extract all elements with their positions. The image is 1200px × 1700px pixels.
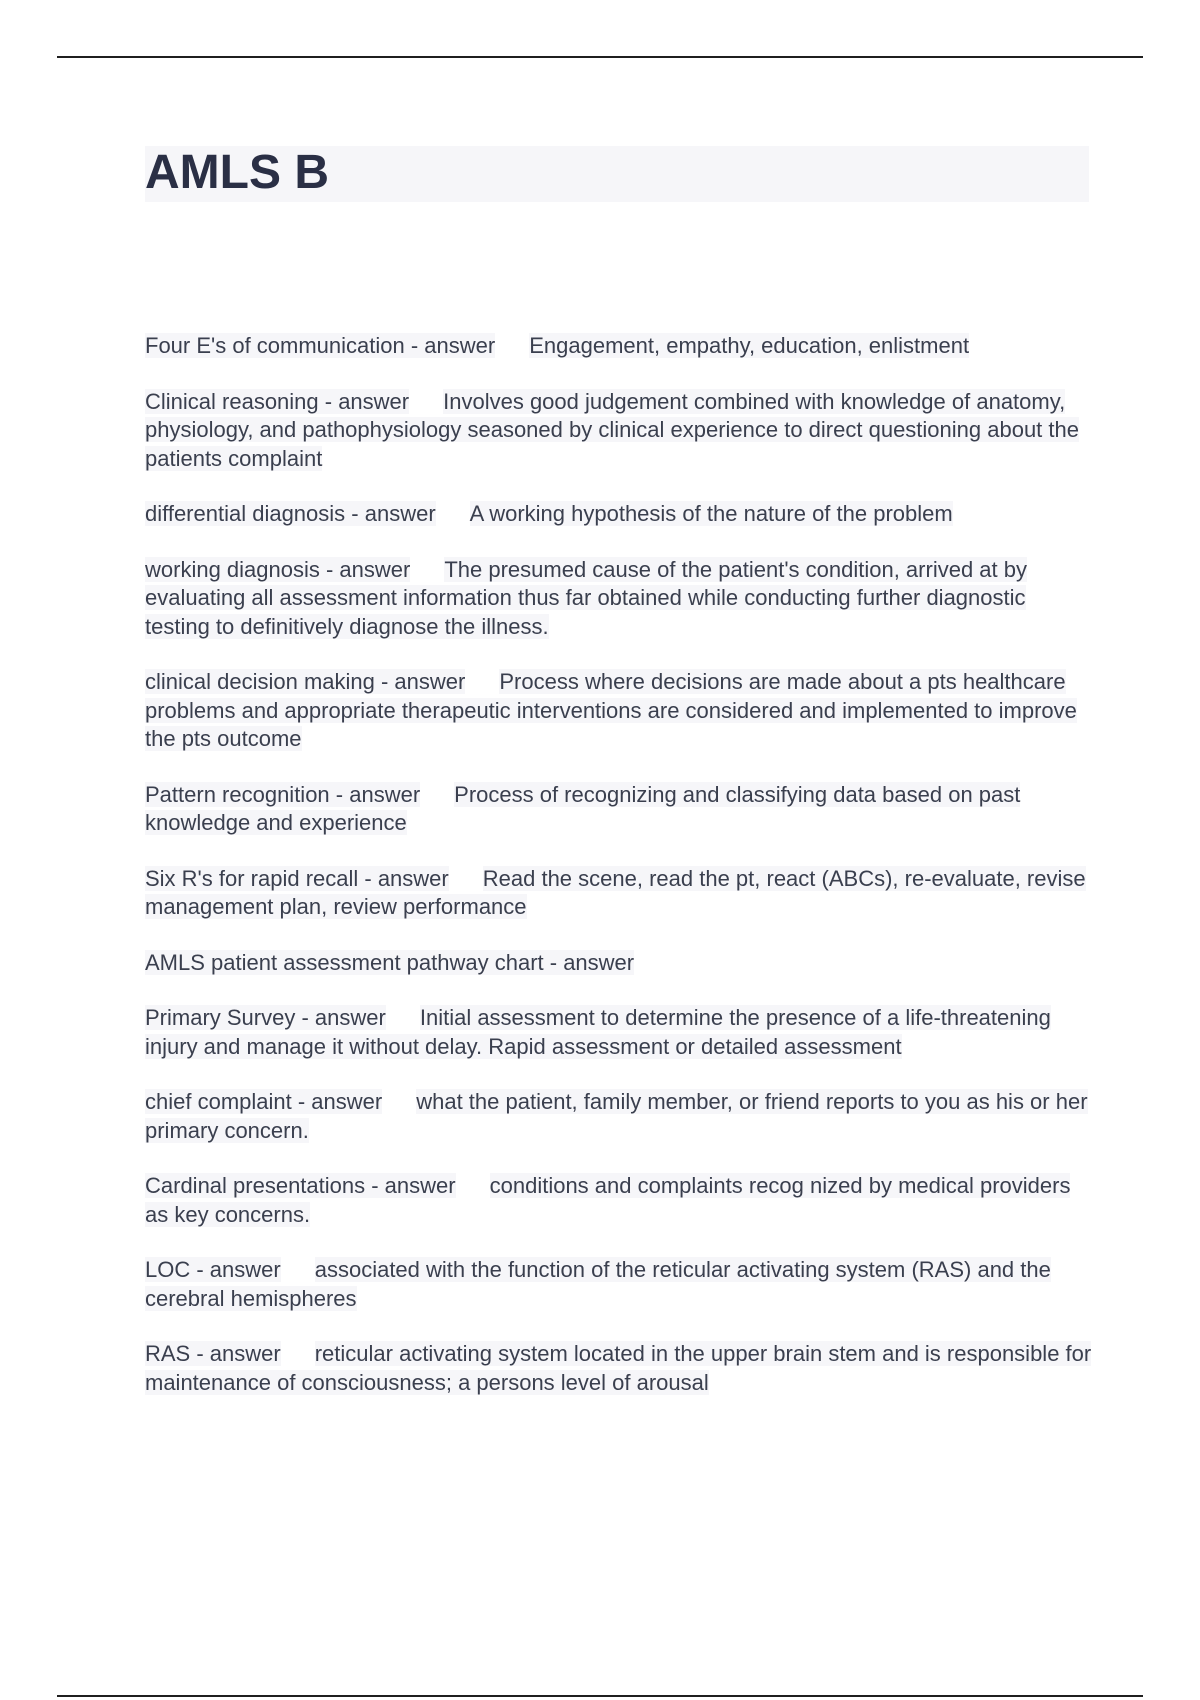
flashcard-definition: Initial assessment to determine the presence of a life-threatening injury and manage it without delay. Rapid assessment or detailed assessment [145, 1005, 1051, 1059]
flashcard-entry [145, 1172, 1095, 1229]
flashcard-term: Clinical reasoning - answer [145, 388, 410, 414]
flashcard-entry [145, 500, 1095, 529]
flashcard-entry [145, 1340, 1095, 1397]
flashcard-entry [145, 332, 1095, 361]
bottom-rule [57, 1695, 1143, 1697]
flashcard-definition: reticular activating system located in the upper brain stem and is responsible for maintenance of consciousness; a persons level of arousal [145, 1341, 1092, 1395]
flashcard-term: clinical decision making - answer [145, 669, 466, 694]
flashcard-definition: Engagement, empathy, education, enlistment [529, 333, 970, 358]
flashcard-term: RAS - answer [145, 1341, 281, 1366]
flashcard-list [145, 310, 1095, 1424]
flashcard-entry [145, 1004, 1095, 1061]
flashcard-term: chief complaint - answer [145, 1089, 383, 1114]
flashcard-entry [145, 668, 1095, 754]
top-rule [57, 56, 1143, 58]
document-title: AMLS B [145, 146, 329, 199]
flashcard-entry [145, 781, 1095, 838]
flashcard-definition: what the patient, family member, or friend reports to you as his or her primary concern. [145, 1089, 1088, 1143]
flashcard-entry [145, 949, 1095, 978]
flashcard-definition: A working hypothesis of the nature of the problem [469, 501, 953, 526]
flashcard-entry [145, 865, 1095, 922]
flashcard-definition: Involves good judgement combined with knowledge of anatomy, physiology, and pathophysiology seasoned by clinical experience to direct questioning about the patients complaint [145, 388, 1079, 471]
flashcard-term: Cardinal presentations - answer [145, 1173, 456, 1198]
flashcard-term: differential diagnosis - answer [145, 501, 436, 526]
flashcard-definition: Read the scene, read the pt, react (ABCs), re-evaluate, revise management plan, review performance [145, 865, 1086, 919]
flashcard-term: Four E's of communication - answer [145, 333, 496, 358]
flashcard-entry [145, 1256, 1095, 1313]
flashcard-term: LOC - answer [145, 1257, 281, 1282]
flashcard-definition: Process where decisions are made about a pts healthcare problems and appropriate therapeutic interventions are considered and implemented to improve the pts outcome [145, 669, 1077, 751]
flashcard-definition: associated with the function of the reticular activating system (RAS) and the cerebral hemispheres [145, 1257, 1051, 1311]
flashcard-definition: conditions and complaints recog nized by medical providers as key concerns. [145, 1173, 1071, 1227]
flashcard-entry [145, 556, 1095, 642]
flashcard-definition: Process of recognizing and classifying data based on past knowledge and experience [145, 781, 1021, 835]
flashcard-term: working diagnosis - answer [145, 556, 411, 582]
flashcard-term: Primary Survey - answer [145, 1005, 386, 1030]
flashcard-entry [145, 388, 1095, 474]
flashcard-definition: The presumed cause of the patient's condition, arrived at by evaluating all assessment information thus far obtained while conducting further diagnostic testing to definitively diagnose the illness. [145, 556, 1027, 639]
flashcard-term: Pattern recognition - answer [145, 781, 421, 807]
flashcard-term: AMLS patient assessment pathway chart - answer [145, 949, 635, 975]
flashcard-term: Six R's for rapid recall - answer [145, 865, 449, 891]
flashcard-entry [145, 1088, 1095, 1145]
